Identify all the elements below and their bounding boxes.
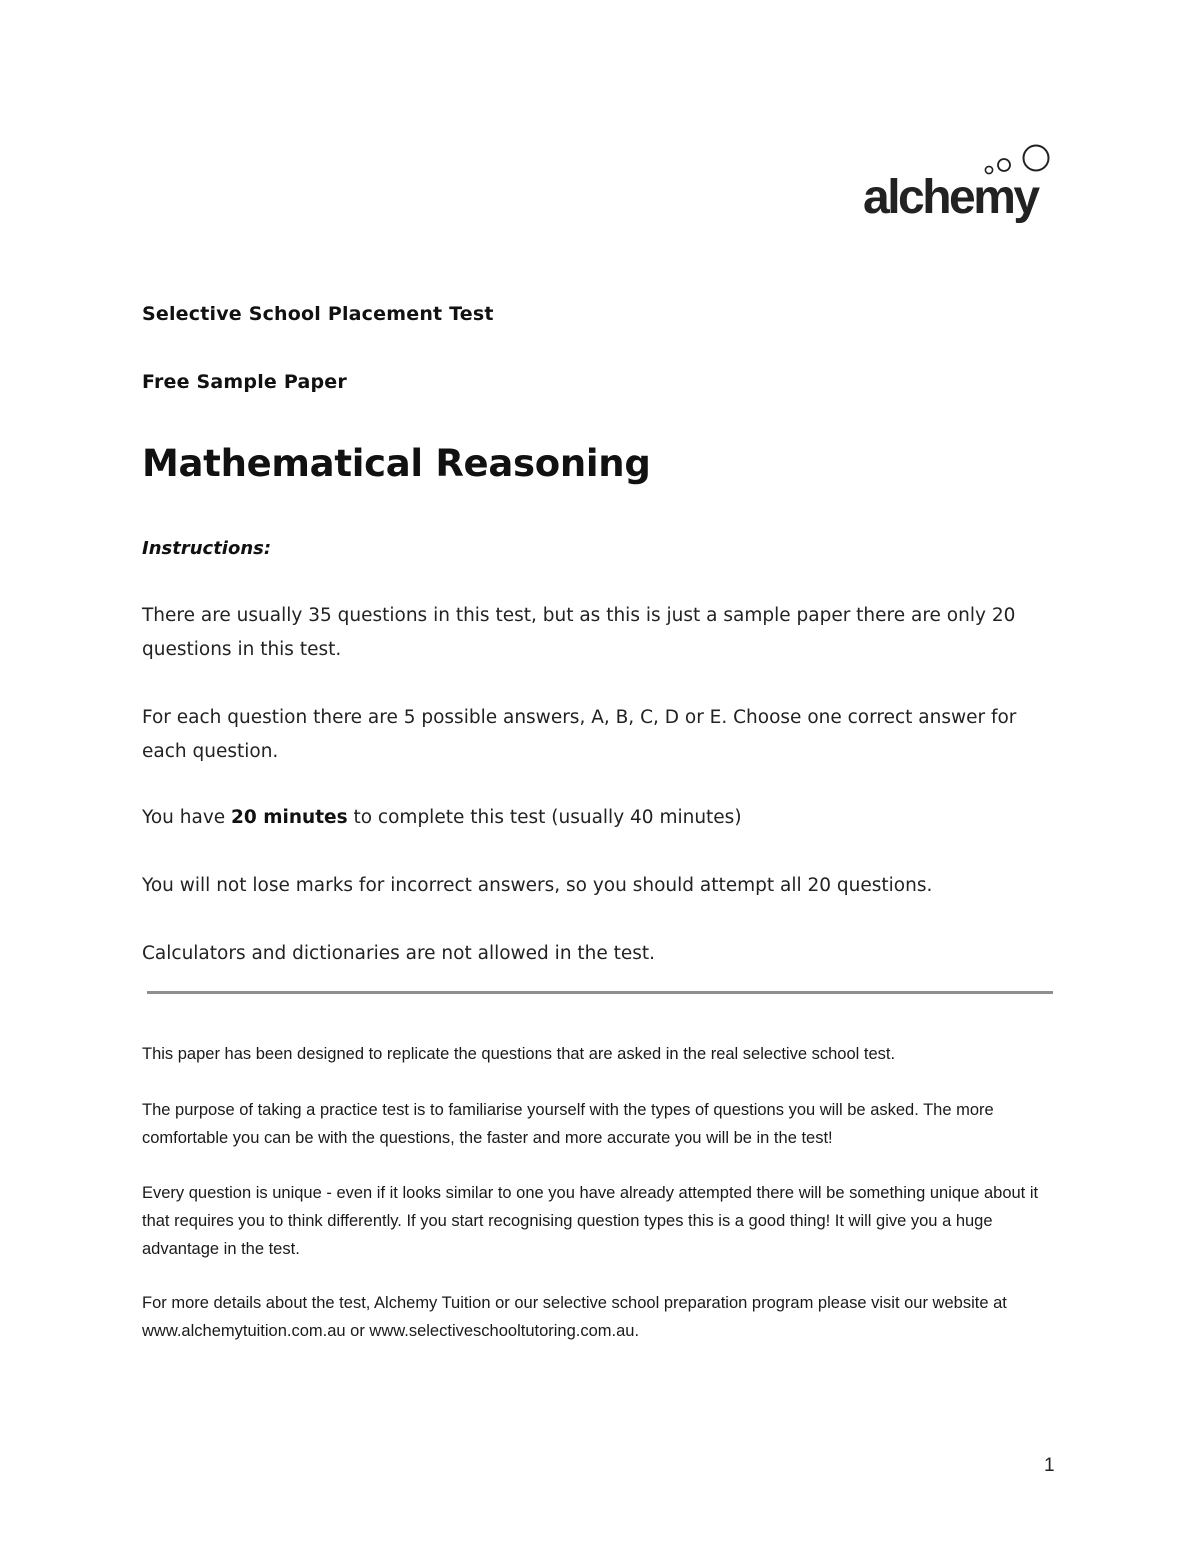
note-paper-design: This paper has been designed to replicate the questions that are asked in the real selective school test. bbox=[142, 1045, 896, 1063]
instruction-no-negative-marking: You will not lose marks for incorrect answers, so you should attempt all 20 questions. bbox=[142, 875, 933, 896]
instruction-answer-choices: For each question there are 5 possible answers, A, B, C, D or E. Choose one correct answer for each question. bbox=[142, 707, 1017, 762]
note-practice-purpose: The purpose of taking a practice test is to familiarise yourself with the types of questions you will be asked. The more comfortable you can be with the questions, the faster and more accurate you will be in the test! bbox=[142, 1101, 994, 1147]
logo-bubble-large bbox=[1024, 146, 1049, 171]
instruction-question-count: There are usually 35 questions in this test, but as this is just a sample paper there are only 20 questions in this test. bbox=[142, 605, 1016, 660]
page-number: 1 bbox=[1044, 1455, 1055, 1476]
note-more-details: For more details about the test, Alchemy Tuition or our selective school preparation program please visit our website at www.alchemytuition.com.au or www.selectiveschooltutoring.com.au. bbox=[142, 1294, 1007, 1340]
alchemy-logo-graphic bbox=[860, 138, 1060, 233]
time-limit-text-after: to complete this test (usually 40 minutes) bbox=[347, 807, 742, 828]
logo-bubble-medium bbox=[998, 159, 1010, 171]
note-unique-questions: Every question is unique - even if it looks similar to one you have already attempted there will be something unique about it that requires you to think differently. If you start recognising question types this is a good thing! It will give you a huge advantage in the test. bbox=[142, 1184, 1039, 1258]
instruction-time-limit bbox=[142, 801, 1057, 835]
section-divider bbox=[147, 991, 1053, 994]
time-limit-value: 20 minutes bbox=[231, 807, 348, 828]
alchemy-logo bbox=[860, 138, 1060, 233]
logo-wordmark: alchemy bbox=[863, 171, 1038, 224]
page-title: Mathematical Reasoning bbox=[142, 442, 651, 485]
test-name: Selective School Placement Test bbox=[142, 303, 494, 325]
paper-type: Free Sample Paper bbox=[142, 371, 347, 393]
time-limit-text-before: You have bbox=[142, 807, 232, 828]
instruction-calculators: Calculators and dictionaries are not allowed in the test. bbox=[142, 943, 656, 964]
instructions-heading: Instructions: bbox=[142, 538, 272, 559]
